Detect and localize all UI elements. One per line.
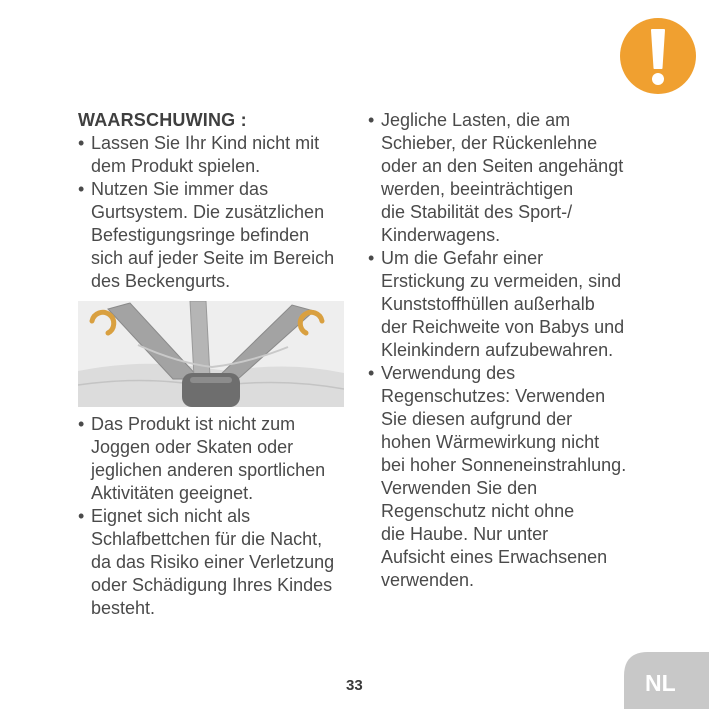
bullet: •: [78, 133, 85, 153]
harness-illustration: [78, 301, 344, 407]
left-column: [78, 109, 348, 620]
bullet: •: [78, 179, 85, 199]
bullet: •: [368, 363, 375, 383]
list-item: • Verwendung des Regenschutzes: Verwenden Sie diesen aufgrund der hohen Wärmewirkung nicht bei hoher Sonneneinstrahlung. Verwenden Sie den Regenschutz nicht ohne die Haube. Nur unter Aufsicht eines Erwachsenen verwenden.: [368, 363, 627, 590]
warning-list-bottom: [78, 413, 348, 620]
list-item: • Lassen Sie Ihr Kind nicht mit dem Produkt spielen.: [78, 133, 320, 176]
list-item: • Das Produkt ist nicht zum Joggen oder Skaten oder jeglichen anderen sportlichen Aktivitäten geeignet.: [78, 414, 326, 503]
bullet: •: [78, 506, 85, 526]
bullet: •: [78, 414, 85, 434]
list-item: • Jegliche Lasten, die am Schieber, der Rückenlehne oder an den Seiten angehängt werden, beeinträchtigen die Stabilität des Sport-/ Kinderwagens.: [368, 110, 624, 245]
warning-list-right: [368, 109, 648, 592]
right-column: [368, 109, 648, 592]
bullet: •: [368, 248, 375, 268]
language-label: NL: [645, 670, 676, 696]
page-number: 33: [346, 677, 363, 694]
list-item: • Eignet sich nicht als Schlafbettchen für die Nacht, da das Risiko einer Verletzung oder Schädigung Ihres Kindes besteht.: [78, 506, 335, 618]
warning-exclamation-icon: [618, 16, 698, 96]
warning-heading: WAARSCHUWING :: [78, 110, 247, 130]
warning-list-top: [78, 132, 348, 293]
language-tab: [624, 652, 709, 709]
bullet: •: [368, 110, 375, 130]
list-item: • Um die Gefahr einer Erstickung zu vermeiden, sind Kunststoffhüllen außerhalb der Reichweite von Babys und Kleinkindern aufzubewahren.: [368, 248, 625, 360]
list-item: • Nutzen Sie immer das Gurtsystem. Die zusätzlichen Befestigungsringe befinden sich auf jeder Seite im Bereich des Beckengurts.: [78, 179, 335, 291]
